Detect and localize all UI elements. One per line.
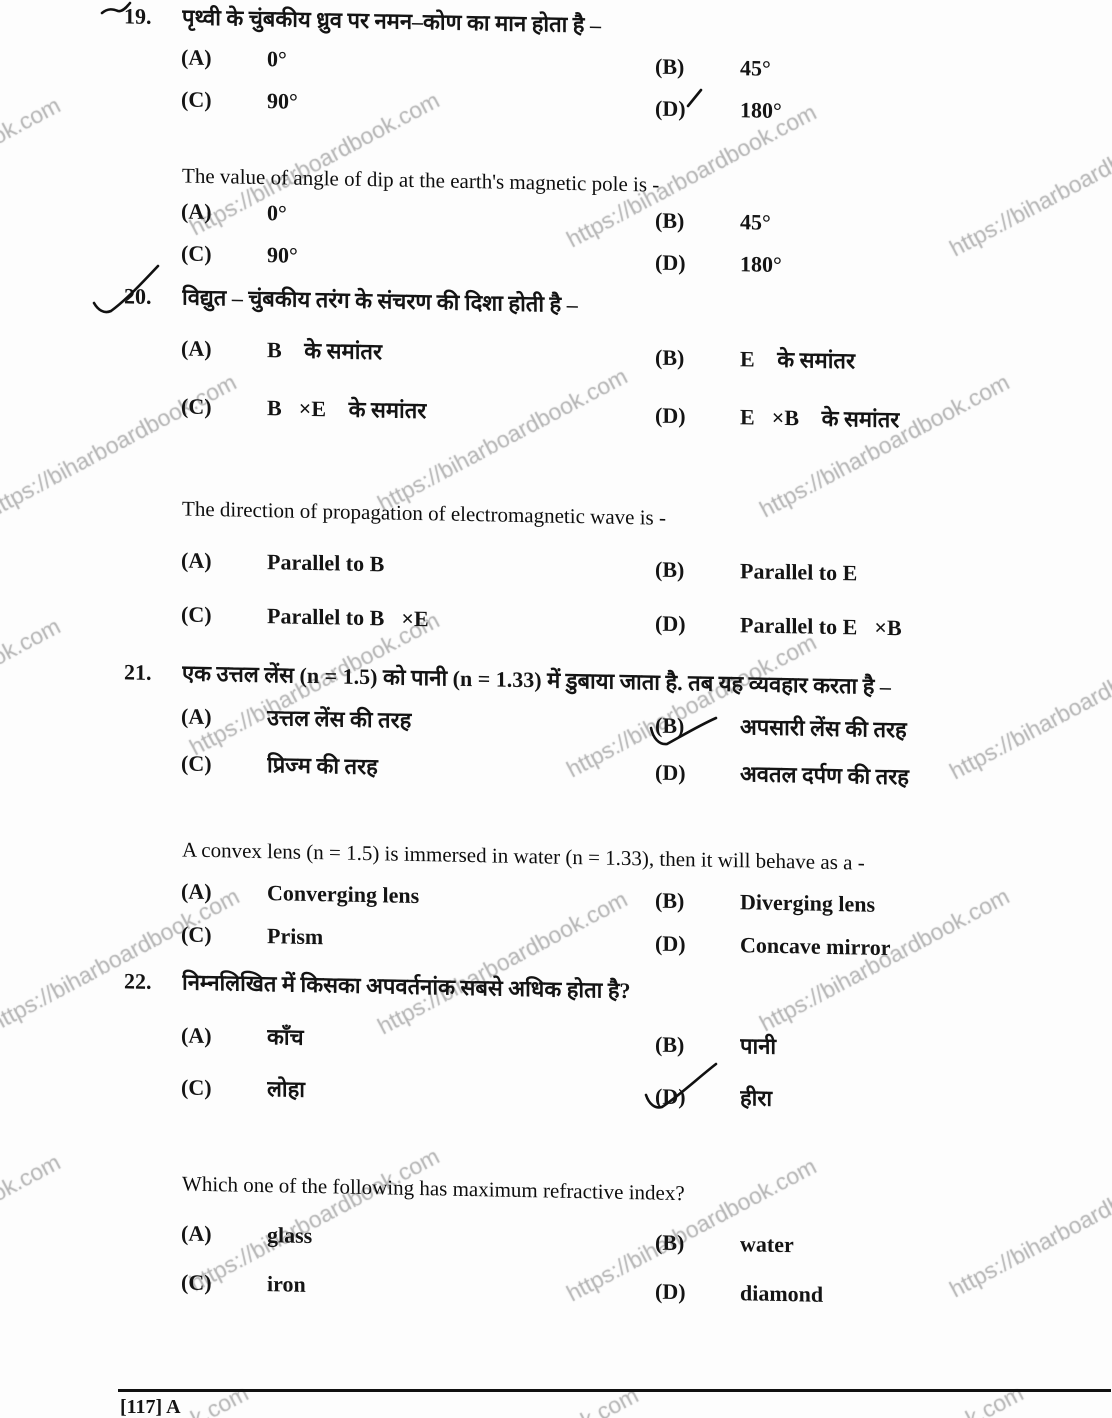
option-c-label: (C) <box>181 86 212 113</box>
option-c-label: (C) <box>181 393 212 420</box>
options-row-cd-english <box>0 236 1100 285</box>
option-d-text: E⃗×B⃗ के समांतर <box>740 404 900 433</box>
option-d-text: Concave mirror <box>740 932 891 961</box>
question-text-hindi: एक उत्तल लेंस (n = 1.5) को पानी (n = 1.33) में डुबाया जाता है. तब यह व्यवहार करता है – <box>182 660 891 700</box>
option-c-text: iron <box>267 1271 306 1297</box>
option-d-text: अवतल दर्पण की तरह <box>740 761 909 790</box>
option-a-label: (A) <box>181 878 212 905</box>
option-c-label: (C) <box>181 921 212 948</box>
option-c-text: प्रिज्म की तरह <box>267 752 378 780</box>
question-text-hindi: पृथ्वी के चुंबकीय ध्रुव पर नमन–कोण का मान होता है – <box>182 4 601 38</box>
option-b-label: (B) <box>655 1229 685 1256</box>
option-c-label: (C) <box>181 1074 212 1101</box>
footer-rule <box>118 1389 1111 1392</box>
question-number: 22. <box>124 968 152 994</box>
option-b-label: (B) <box>655 556 685 583</box>
option-a-label: (A) <box>181 547 212 574</box>
option-b-text: 45° <box>740 209 771 235</box>
options-row-ab-english <box>0 1216 1100 1265</box>
question-text-english: A convex lens (n = 1.5) is immersed in water (n = 1.33), then it will behave as a - <box>182 837 865 875</box>
option-d-label: (D) <box>655 610 686 637</box>
question-number: 20. <box>124 283 152 309</box>
option-b-label: (B) <box>655 207 685 234</box>
option-b-label: (B) <box>655 1031 685 1058</box>
option-d-label: (D) <box>655 95 686 122</box>
options-row-cd-hindi <box>0 746 1100 795</box>
options-row-cd-english <box>0 1265 1100 1314</box>
options-row-ab-hindi <box>0 699 1100 748</box>
paper-code: [117] A <box>120 1396 181 1418</box>
question-text-english: Which one of the following has maximum refractive index? <box>182 1171 685 1206</box>
options-row-cd-hindi <box>0 389 1100 438</box>
question-number: 19. <box>124 3 152 29</box>
option-a-text: 0° <box>267 200 287 226</box>
option-c-label: (C) <box>181 750 212 777</box>
question-text-english: The direction of propagation of electromagnetic wave is - <box>182 496 666 530</box>
option-d-label: (D) <box>655 402 686 429</box>
option-c-label: (C) <box>181 1269 212 1296</box>
option-d-label: (D) <box>655 249 686 276</box>
option-d-text: Parallel to E⃗×B⃗ <box>740 612 919 641</box>
option-a-label: (A) <box>181 1022 212 1049</box>
option-a-text: Converging lens <box>267 880 420 909</box>
option-b-label: (B) <box>655 344 685 371</box>
option-d-label: (D) <box>655 1278 686 1305</box>
option-a-label: (A) <box>181 1220 212 1247</box>
option-a-text: उत्तल लेंस की तरह <box>267 705 412 733</box>
question-text-hindi: निम्नलिखित में किसका अपवर्तनांक सबसे अधिक होता है? <box>182 969 631 1004</box>
option-b-label: (B) <box>655 712 685 739</box>
options-row-ab-hindi <box>0 331 1100 380</box>
options-row-cd-english <box>0 917 1100 966</box>
option-b-text: Parallel to E⃗ <box>740 558 875 586</box>
option-c-label: (C) <box>181 240 212 267</box>
options-row-cd-hindi <box>0 82 1100 131</box>
options-row-ab-english <box>0 874 1100 923</box>
option-a-text: काँच <box>267 1024 304 1050</box>
option-c-label: (C) <box>181 601 212 628</box>
option-d-text: 180° <box>740 251 782 278</box>
question-text-hindi: विद्युत – चुंबकीय तरंग के संचरण की दिशा होती है – <box>182 284 578 318</box>
option-c-text: 90° <box>267 88 298 114</box>
option-a-text: B⃗ के समांतर <box>267 337 382 365</box>
options-row-ab-hindi <box>0 1018 1100 1067</box>
option-c-text: 90° <box>267 242 298 268</box>
option-d-text: 180° <box>740 97 782 124</box>
options-row-cd-english <box>0 597 1100 646</box>
option-a-label: (A) <box>181 44 212 71</box>
option-b-text: E⃗ के समांतर <box>740 346 855 374</box>
option-d-label: (D) <box>655 759 686 786</box>
option-c-text: Parallel to B⃗×E⃗ <box>267 603 446 632</box>
option-d-text: diamond <box>740 1280 824 1307</box>
option-c-text: Prism <box>267 923 324 950</box>
option-d-label: (D) <box>655 1083 686 1110</box>
option-c-text: लोहा <box>267 1076 305 1102</box>
options-row-ab-english <box>0 543 1100 592</box>
option-a-label: (A) <box>181 198 212 225</box>
question-text-english: The value of angle of dip at the earth's magnetic pole is - <box>182 163 660 197</box>
option-a-text: 0° <box>267 46 287 72</box>
option-b-text: पानी <box>740 1033 777 1059</box>
option-b-label: (B) <box>655 53 685 80</box>
option-b-text: water <box>740 1231 794 1258</box>
option-b-label: (B) <box>655 887 685 914</box>
option-d-label: (D) <box>655 930 686 957</box>
option-a-label: (A) <box>181 335 212 362</box>
option-c-text: B⃗×E⃗ के समांतर <box>267 395 427 424</box>
option-a-text: glass <box>267 1222 313 1248</box>
option-a-text: Parallel to B⃗ <box>267 549 402 577</box>
option-a-label: (A) <box>181 703 212 730</box>
options-row-ab-hindi <box>0 40 1100 89</box>
option-d-text: हीरा <box>740 1085 773 1111</box>
option-b-text: Diverging lens <box>740 889 876 917</box>
question-number: 21. <box>124 659 152 685</box>
options-row-cd-hindi <box>0 1070 1100 1119</box>
option-b-text: 45° <box>740 55 771 81</box>
option-b-text: अपसारी लेंस की तरह <box>740 714 907 743</box>
